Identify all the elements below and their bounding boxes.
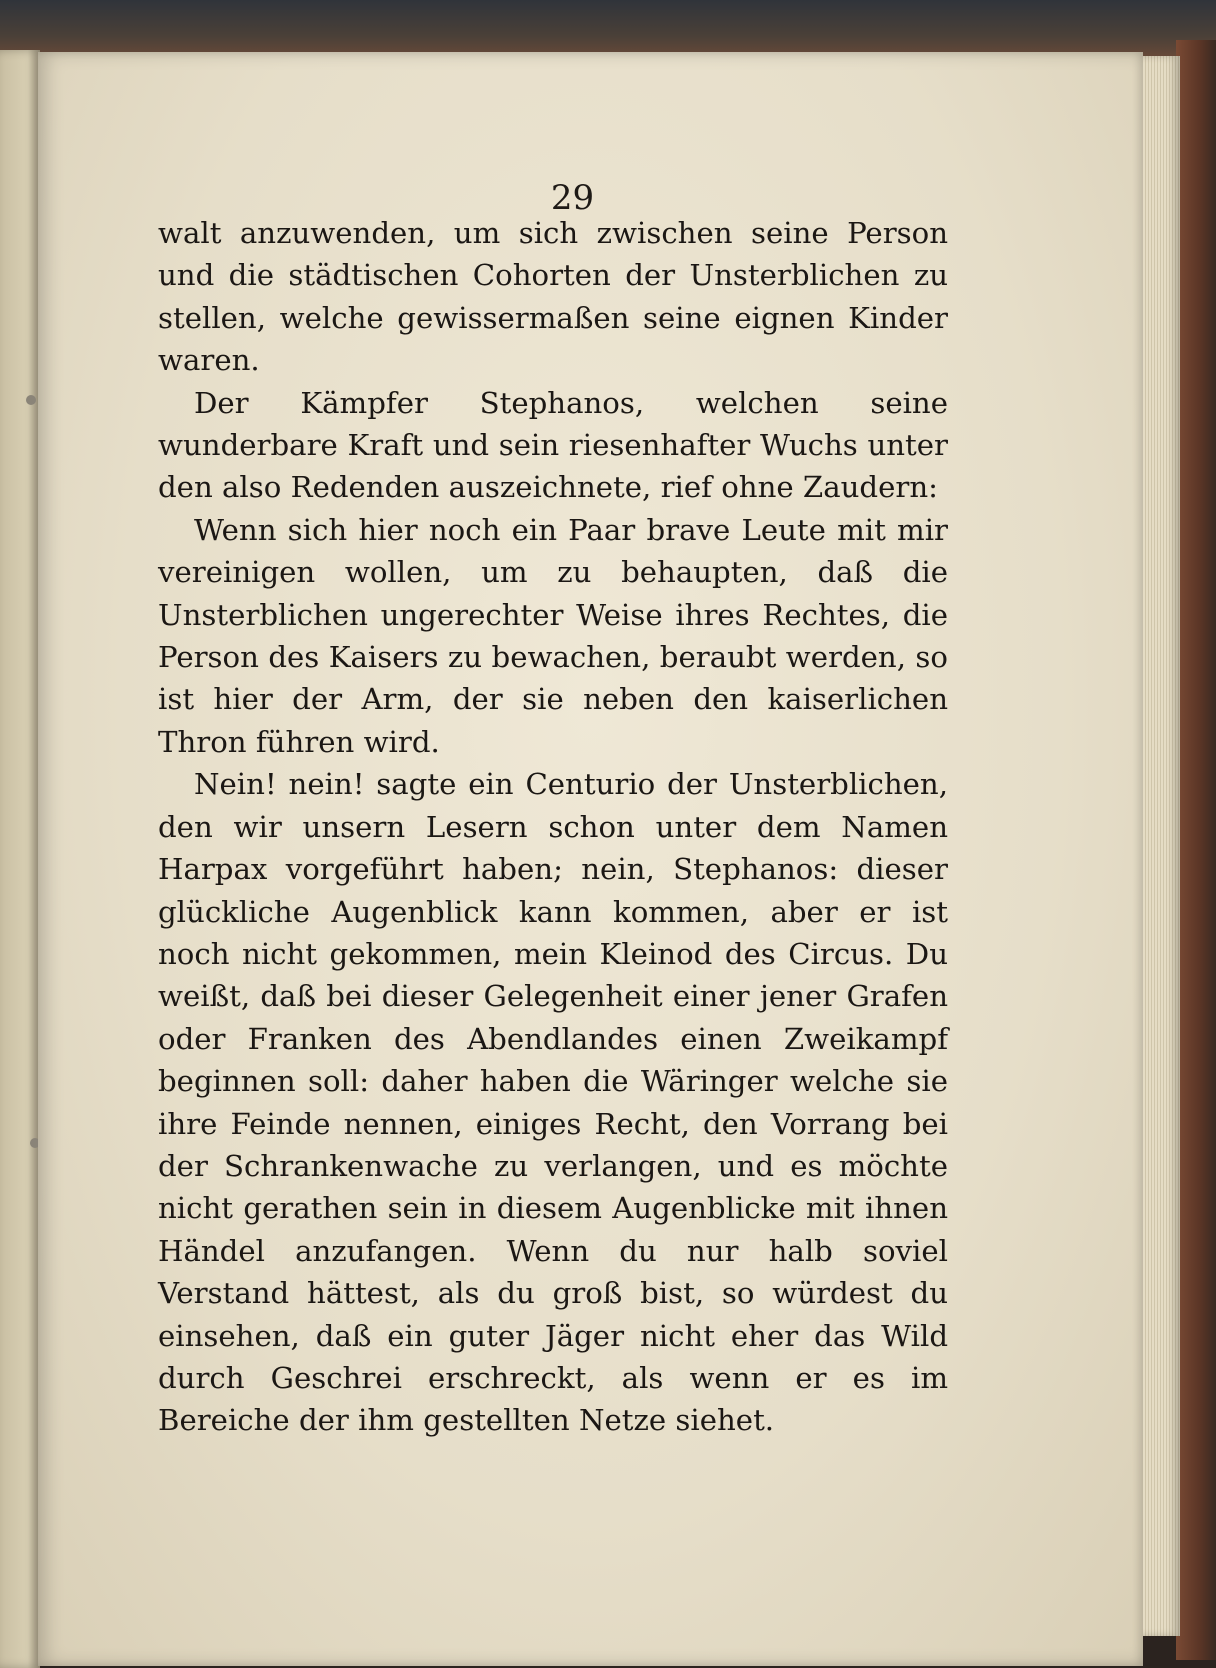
paragraph: Der Kämpfer Stephanos, welchen seine wunderbare Kraft und sein riesenhafter Wuchs unter den also Redenden auszeichnete, rief ohne Zaudern: [158, 385, 948, 505]
margin-mark [26, 395, 36, 405]
book-cover-top [0, 0, 1216, 60]
page-number: 29 [550, 178, 595, 218]
page-text [158, 212, 948, 1442]
facing-page-edge [0, 50, 40, 1668]
book-cover-right [1176, 40, 1216, 1660]
paragraph: Wenn sich hier noch ein Paar brave Leute mit mir vereinigen wollen, um zu behaupten, daß die Unsterblichen ungerechter Weise ihres Rechtes, die Person des Kaisers zu bewachen, beraubt werden, so ist hier der Arm, der sie neben den kaiserlichen Thron führen wird. [158, 512, 948, 759]
paragraph: walt anzuwenden, um sich zwischen seine Person und die städtischen Cohorten der Unsterblichen zu stellen, welche gewissermaßen seine eignen Kinder waren. [158, 216, 948, 378]
page-stack-edge [1140, 56, 1180, 1636]
paragraph: Nein! nein! sagte ein Centurio der Unsterblichen, den wir unsern Lesern schon unter dem Namen Harpax vorgeführt haben; nein, Stephanos: dieser glückliche Augenblick kann kommen, aber er ist noch nicht gekommen, mein Kleinod des Circus. Du weißt, daß bei dieser Gelegenheit einer jener Grafen oder Franken des Abendlandes einen Zweikampf beginnen soll: daher haben die Wäringer welche sie ihre Feinde nennen, einiges Recht, den Vorrang bei der Schrankenwache zu verlangen, und es möchte nicht gerathen sein in diesem Augenblicke mit ihnen Händel anzufangen. Wenn du nur halb soviel Verstand hättest, als du groß bist, so würdest du einsehen, daß ein guter Jäger nicht eher das Wild durch Geschrei erschreckt, als wenn er es im Bereiche der ihm gestellten Netze siehet. [158, 767, 948, 1438]
